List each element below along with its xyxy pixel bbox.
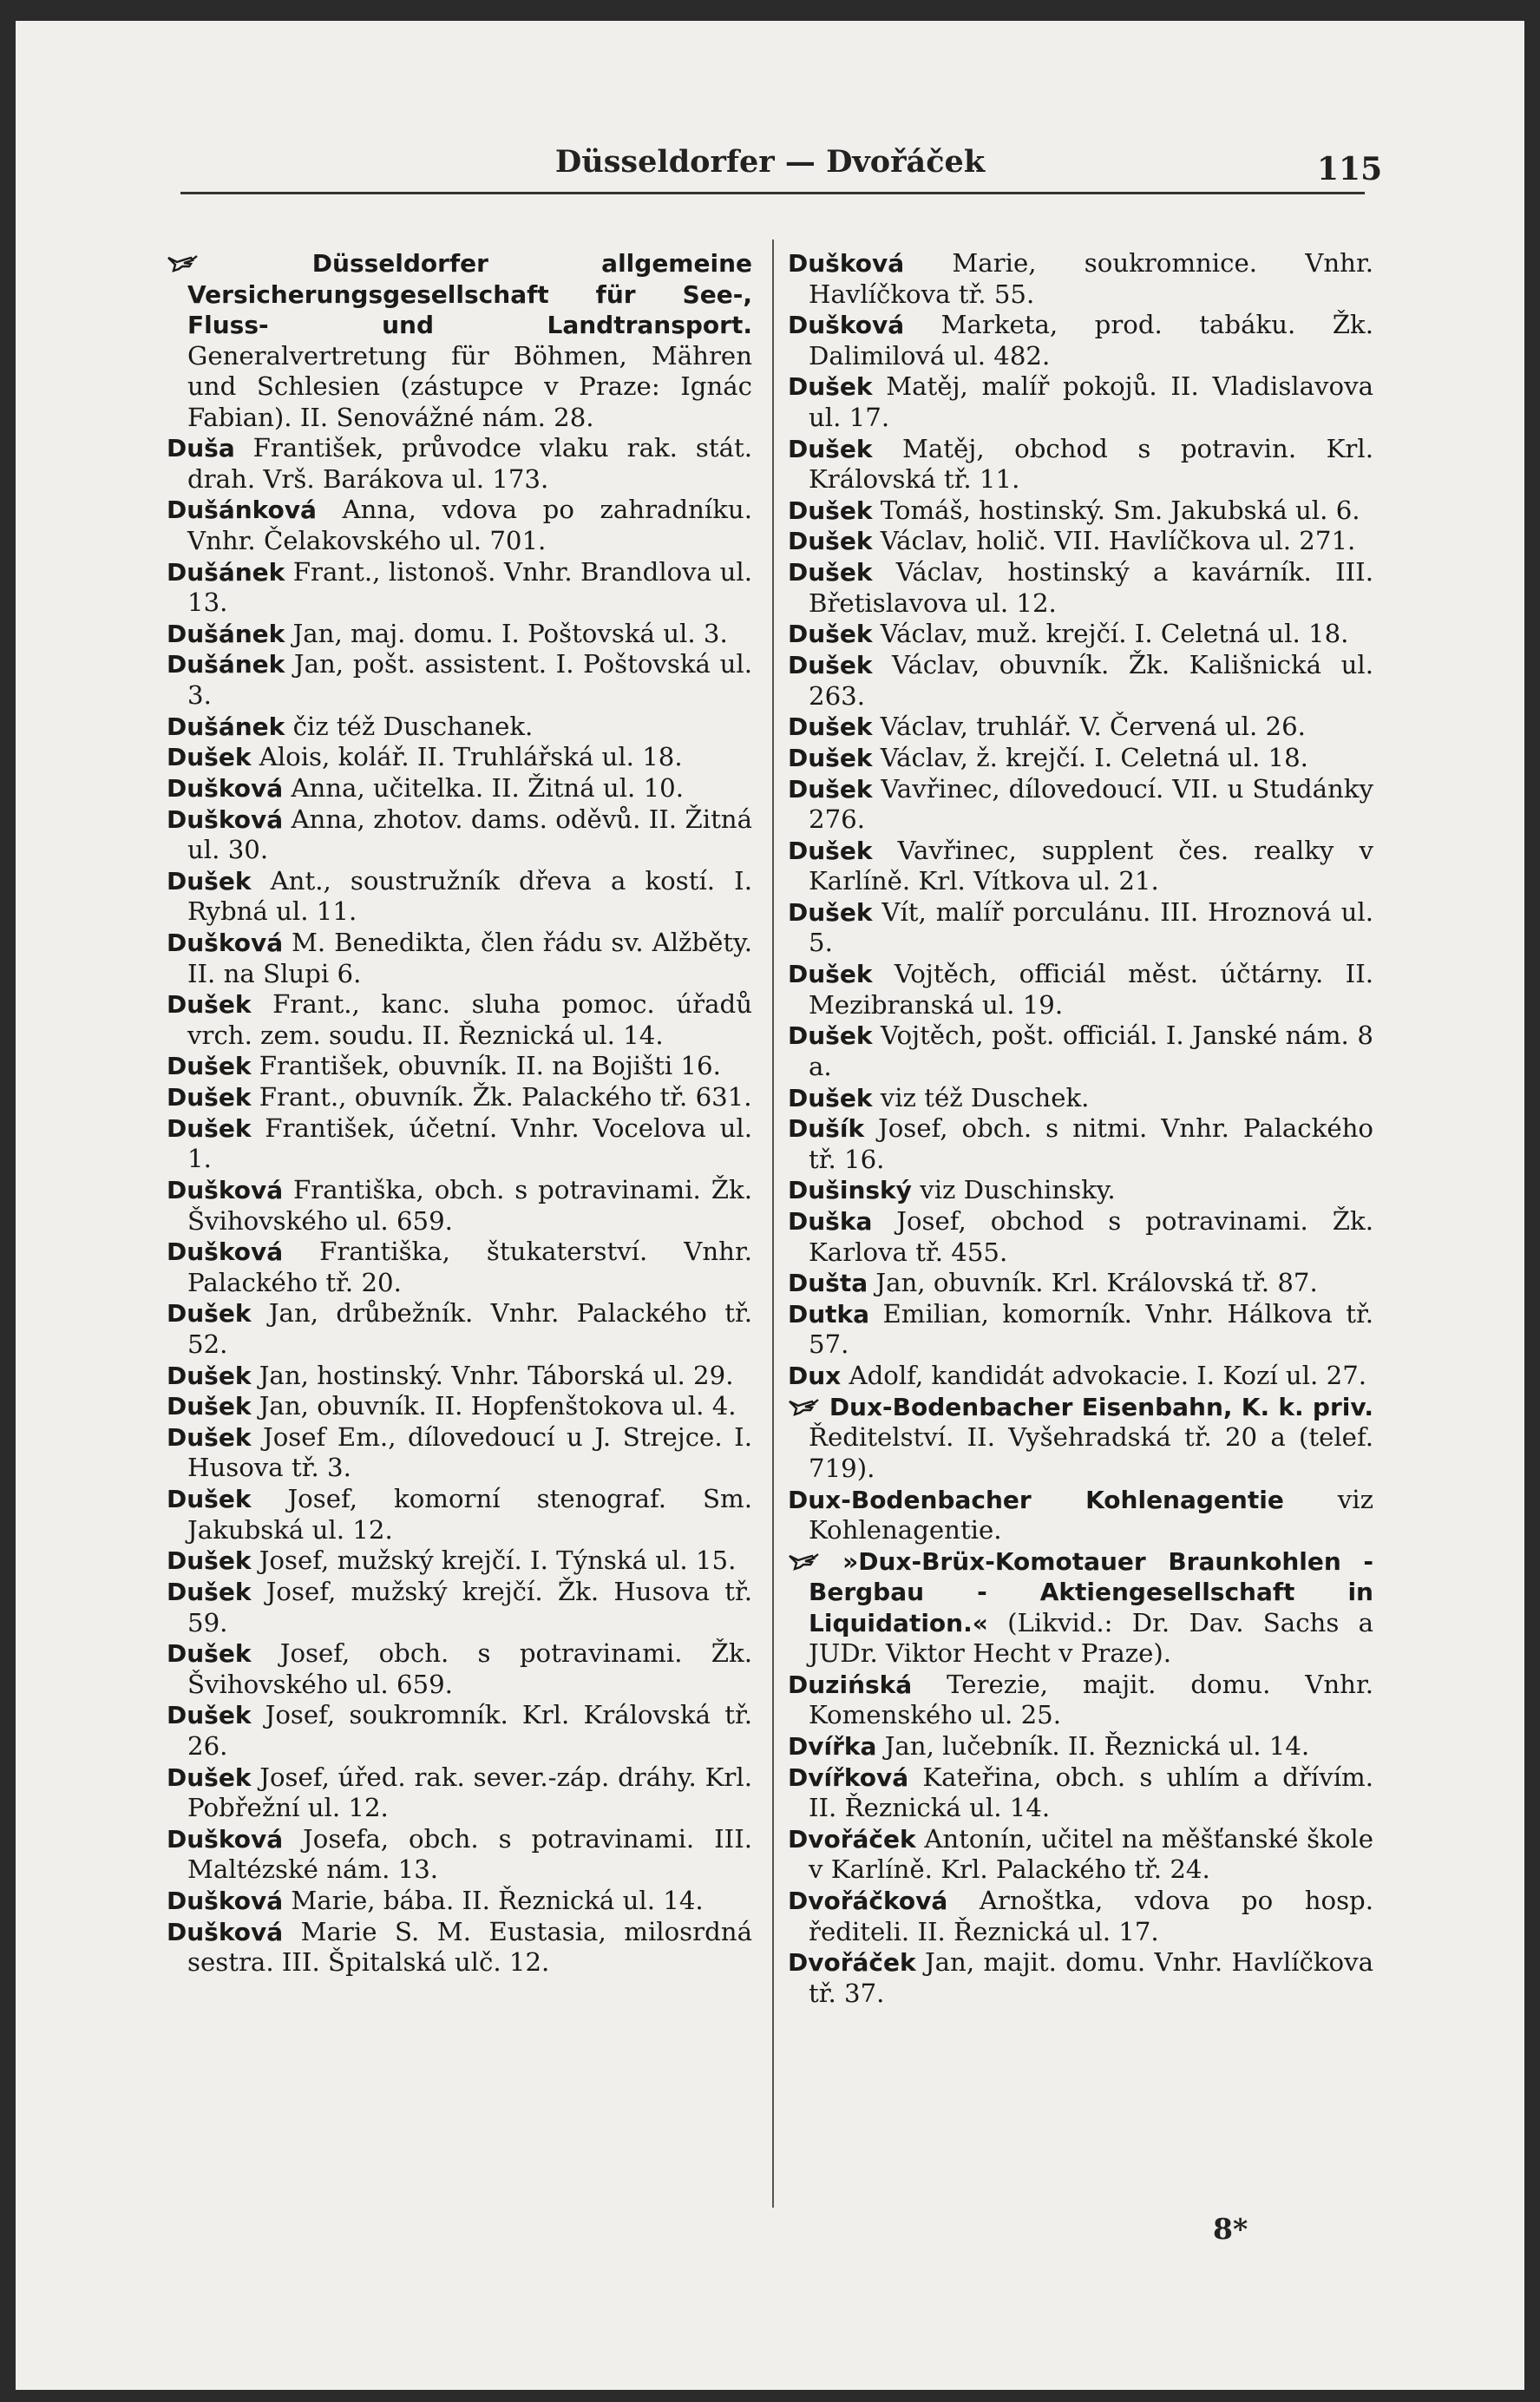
- entry-details: Frant., kanc. sluha pomoc. úřadů vrch. zem. soudu. II. Řeznická ul. 14.: [187, 989, 752, 1050]
- entry-details: Frant., obuvník. Žk. Palackého tř. 631.: [259, 1082, 752, 1112]
- entry-name: Dutka: [788, 1299, 870, 1329]
- entry-details: Vojtěch, pošt. officiál. I. Janské nám. 8 a.: [809, 1021, 1373, 1081]
- directory-entry: [788, 1392, 1373, 1485]
- entry-details: Vavřinec, dílovedoucí. VII. u Studánky 276.: [809, 773, 1373, 835]
- entry-details: Josef, úřed. rak. sever.-záp. dráhy. Krl. Pobřežní ul. 12.: [187, 1762, 752, 1823]
- directory-entry: [788, 743, 1373, 774]
- entry-details: Emilian, komorník. Vnhr. Hálkova tř. 57.: [809, 1298, 1373, 1360]
- entry-name: Dušek: [167, 1052, 252, 1081]
- entry-details: Jan, obuvník. II. Hopfenštokova ul. 4.: [259, 1391, 737, 1421]
- entry-name: Dušková: [788, 311, 905, 340]
- directory-entry: [167, 1484, 752, 1546]
- directory-entry: [167, 1113, 752, 1175]
- directory-entry: [788, 557, 1373, 619]
- entry-details: Josef, komorní stenograf. Sm. Jakubská ul. 12.: [187, 1484, 753, 1545]
- entry-details: Adolf, kandidát advokacie. I. Kozí ul. 27.: [849, 1361, 1367, 1391]
- directory-entry: [167, 649, 752, 711]
- entry-name: Dušek: [788, 527, 873, 556]
- entry-name: Dušková: [167, 804, 284, 834]
- directory-entry: [788, 1206, 1373, 1268]
- left-column: [167, 248, 752, 1979]
- directory-entry: [167, 1237, 752, 1298]
- entry-name: Dušta: [788, 1269, 868, 1298]
- entry-details: Josef, obch. s nitmi. Vnhr. Palackého tř. 16.: [809, 1113, 1373, 1174]
- entry-details: Anna, vdova po zahradníku. Vnhr. Čelakovského ul. 701.: [187, 495, 753, 555]
- entry-details: Marketa, prod. tabáku. Žk. Dalimilová ul. 482.: [809, 310, 1373, 371]
- directory-entry: [167, 1824, 752, 1886]
- entry-name: Dušek: [788, 1083, 873, 1112]
- directory-entry: [167, 712, 752, 743]
- entry-name: Dušek: [788, 495, 873, 525]
- directory-entry: [788, 310, 1373, 371]
- entry-name: Dvořáčková: [788, 1887, 948, 1916]
- directory-entry: [788, 712, 1373, 743]
- entry-details: viz Duschinsky.: [920, 1175, 1116, 1205]
- directory-entry: [167, 1886, 752, 1917]
- entry-details: Josef, mužský krejčí. I. Týnská ul. 15.: [259, 1546, 737, 1576]
- entry-name: Dušková: [167, 1917, 284, 1946]
- entry-details: Terezie, majit. domu. Vnhr. Komenského ul. 25.: [809, 1669, 1373, 1730]
- entry-name: Dušek: [788, 434, 873, 463]
- entry-details: František, průvodce vlaku rak. stát. drah. Vrš. Barákova ul. 173.: [187, 433, 752, 494]
- directory-entry: [788, 248, 1373, 310]
- entry-details: Václav, truhlář. V. Červená ul. 26.: [880, 712, 1306, 742]
- entry-details: Vavřinec, supplent čes. realky v Karlíně. Krl. Vítkova ul. 21.: [809, 835, 1374, 896]
- entry-name: Dušková: [167, 1824, 284, 1854]
- entry-details: Josef, soukromník. Krl. Královská tř. 26.: [187, 1700, 752, 1761]
- entry-name: Dušek: [167, 1546, 252, 1576]
- directory-entry: [167, 1762, 752, 1824]
- directory-entry: [167, 1361, 752, 1392]
- entry-name: Dušík: [788, 1114, 865, 1144]
- directory-entry: [788, 1485, 1373, 1546]
- directory-entry: [788, 1762, 1373, 1824]
- directory-entry: [788, 1175, 1373, 1206]
- directory-entry: [167, 557, 752, 619]
- entry-name: Dušek: [788, 372, 873, 402]
- directory-entry: [167, 989, 752, 1051]
- entry-details: M. Benedikta, člen řádu sv. Alžběty. II. na Slupi 6.: [187, 928, 752, 988]
- entry-name: Dušek: [167, 1392, 252, 1421]
- entry-details: Anna, zhotov. dams. oděvů. II. Žitná ul. 30.: [187, 804, 752, 865]
- directory-entry: [167, 1082, 752, 1113]
- entry-details: Generalvertretung für Böhmen, Mähren und Schlesien (zástupce v Praze: Ignác Fabian). II. Senovážné nám. 28.: [187, 340, 752, 432]
- entry-name: Dušek: [167, 743, 252, 772]
- directory-entry: [167, 619, 752, 650]
- signature-mark: 8*: [1213, 2212, 1248, 2246]
- directory-entry: [788, 836, 1373, 897]
- entry-details: Ant., soustružník dřeva a kostí. I. Rybná ul. 11.: [187, 865, 752, 927]
- entry-name: Dušek: [167, 1485, 252, 1514]
- entry-name: Dušková: [167, 1176, 284, 1204]
- entry-name: Duška: [788, 1207, 873, 1237]
- directory-entry: [167, 742, 752, 773]
- directory-entry: [167, 495, 752, 556]
- entry-details: Václav, muž. krejčí. I. Celetná ul. 18.: [880, 619, 1349, 649]
- entry-name: Dvořáček: [788, 1948, 916, 1978]
- entry-details: Václav, holič. VII. Havlíčkova ul. 271.: [880, 526, 1356, 556]
- entry-name: Dušek: [167, 1113, 252, 1143]
- entry-name: Dušková: [167, 929, 284, 958]
- directory-entry: [167, 866, 752, 928]
- entry-name: Dušánek: [167, 650, 285, 679]
- entry-details: (Likvid.: Dr. Dav. Sachs a JUDr. Viktor Hecht v Praze).: [809, 1607, 1373, 1669]
- directory-entry: [788, 1886, 1373, 1947]
- entry-name: Dušánek: [167, 557, 285, 587]
- directory-entry: [788, 650, 1373, 712]
- entry-details: Josef, mužský krejčí. Žk. Husova tř. 59.: [187, 1577, 752, 1637]
- entry-name: Dvořáček: [788, 1824, 916, 1854]
- running-header: Düsseldorfer — Dvořáček: [554, 144, 986, 180]
- directory-entry: [788, 619, 1373, 650]
- entry-name: Dušková: [788, 249, 905, 278]
- directory-entry: [167, 1298, 752, 1360]
- entry-details: Tomáš, hostinský. Sm. Jakubská ul. 6.: [880, 495, 1360, 525]
- directory-entry: [167, 1638, 752, 1700]
- entry-name: »Dux-Brüx-Komotauer Braunkohlen - Bergbau - Aktiengesellschaft in Liquidation.«: [809, 1546, 1374, 1637]
- entry-name: Dušek: [167, 1422, 252, 1452]
- entry-name: Dux: [788, 1362, 842, 1391]
- directory-entry: [788, 434, 1373, 495]
- directory-entry: [167, 1917, 752, 1979]
- directory-entry: [167, 1700, 752, 1762]
- directory-entry: [788, 1947, 1373, 2009]
- directory-entry: [167, 1422, 752, 1484]
- entry-name: Dušek: [167, 866, 252, 896]
- entry-name: Dux-Bodenbacher Kohlenagentie: [788, 1485, 1284, 1514]
- directory-entry: [788, 1113, 1373, 1175]
- entry-name: Dušánek: [167, 712, 285, 741]
- directory-entry: [788, 1268, 1373, 1299]
- entry-name: Dušek: [167, 1299, 252, 1329]
- entry-name: Dušek: [788, 897, 873, 927]
- entry-details: Františka, štukaterství. Vnhr. Palackého tř. 20.: [187, 1237, 752, 1297]
- entry-details: Kateřina, obch. s uhlím a dřívím. II. Řeznická ul. 14.: [809, 1762, 1373, 1823]
- entry-details: Jan, obuvník. Krl. Královská tř. 87.: [875, 1268, 1318, 1298]
- entry-details: Marie, bába. II. Řeznická ul. 14.: [291, 1885, 704, 1915]
- entry-name: Dvířková: [788, 1762, 909, 1792]
- directory-entry: [788, 371, 1373, 433]
- entry-details: Jan, pošt. assistent. I. Poštovská ul. 3.: [187, 649, 752, 710]
- entry-name: Dušková: [167, 774, 284, 803]
- entry-details: Matěj, malíř pokojů. II. Vladislavova ul. 17.: [809, 371, 1373, 432]
- directory-entry: [167, 1175, 752, 1237]
- directory-entry: [167, 433, 752, 495]
- page-number: 115: [1317, 151, 1383, 187]
- directory-entry: [788, 774, 1373, 836]
- entry-details: Matěj, obchod s potravin. Krl. Královská tř. 11.: [809, 433, 1373, 495]
- entry-details: Jan, hostinský. Vnhr. Táborská ul. 29.: [259, 1360, 734, 1390]
- entry-details: Ředitelství. II. Vyšehradská tř. 20 a (telef. 719).: [809, 1422, 1373, 1483]
- entry-name: Dux-Bodenbacher Eisenbahn, K. k. priv.: [829, 1392, 1373, 1421]
- entry-details: viz Kohlenagentie.: [809, 1484, 1373, 1545]
- entry-details: Antonín, učitel na měšťanské škole v Karlíně. Krl. Palackého tř. 24.: [809, 1823, 1374, 1885]
- entry-details: Marie S. M. Eustasia, milosrdná sestra. III. Špitalská ulč. 12.: [187, 1916, 752, 1978]
- entry-details: Václav, hostinský a kavárník. III. Břetislavova ul. 12.: [809, 557, 1373, 618]
- entry-details: Františka, obch. s potravinami. Žk. Švihovského ul. 659.: [187, 1175, 752, 1236]
- entry-name: Dušinský: [788, 1176, 912, 1205]
- entry-name: Dušek: [167, 1762, 252, 1792]
- directory-entry: [167, 928, 752, 989]
- entry-details: Alois, kolář. II. Truhlářská ul. 18.: [259, 742, 683, 772]
- entry-details: Jan, drůbežník. Vnhr. Palackého tř. 52.: [187, 1298, 753, 1359]
- entry-details: Václav, ž. krejčí. I. Celetná ul. 18.: [880, 742, 1308, 772]
- entry-name: Dušek: [788, 620, 873, 649]
- entry-details: Josef, obch. s potravinami. Žk. Švihovského ul. 659.: [187, 1638, 753, 1699]
- entry-name: Dušánková: [167, 495, 317, 525]
- directory-entry: [788, 1021, 1373, 1082]
- entry-details: Vít, malíř porculánu. III. Hroznová ul. 5.: [809, 896, 1374, 958]
- entry-name: Dušek: [788, 836, 873, 865]
- directory-entry: [788, 1299, 1373, 1361]
- pointing-hand-icon: [788, 1398, 821, 1417]
- entry-details: Anna, učitelka. II. Žitná ul. 10.: [291, 773, 685, 803]
- directory-entry: [788, 959, 1373, 1021]
- column-divider: [772, 240, 774, 2208]
- entry-name: Dušek: [167, 990, 252, 1020]
- entry-details: čiz též Duschanek.: [292, 711, 534, 741]
- entry-name: Duša: [167, 434, 235, 463]
- entry-details: Josefa, obch. s potravinami. III. Maltézské nám. 13.: [187, 1823, 753, 1885]
- directory-entry: [788, 1670, 1373, 1731]
- entry-name: Duzińská: [788, 1670, 913, 1699]
- pointing-hand-icon: [167, 254, 200, 273]
- directory-entry: [167, 1051, 752, 1082]
- directory-entry: [788, 1824, 1373, 1886]
- directory-entry: [788, 495, 1373, 527]
- entry-name: Dušánek: [167, 619, 285, 648]
- entry-name: Dušek: [788, 960, 873, 989]
- entry-name: Dvířka: [788, 1732, 877, 1762]
- entry-details: viz též Duschek.: [880, 1082, 1090, 1112]
- pointing-hand-icon: [788, 1552, 821, 1572]
- directory-entry: [788, 1361, 1373, 1392]
- entry-details: František, obuvník. II. na Bojišti 16.: [259, 1051, 721, 1081]
- entry-details: Vojtěch, officiál měst. účtárny. II. Mezibranská ul. 19.: [809, 959, 1373, 1020]
- entry-name: Dušek: [167, 1361, 252, 1390]
- entry-name: Dušek: [167, 1083, 252, 1112]
- directory-entry: [788, 526, 1373, 557]
- entry-name: Dušek: [788, 774, 873, 804]
- directory-entry: [788, 1083, 1373, 1114]
- entry-name: Dušek: [788, 558, 873, 587]
- entry-name: Dušek: [788, 651, 873, 679]
- entry-name: Dušek: [788, 743, 873, 772]
- right-column: [788, 248, 1373, 2010]
- directory-entry: [167, 248, 752, 433]
- entry-name: Dušek: [788, 712, 873, 742]
- entry-details: Jan, maj. domu. I. Poštovská ul. 3.: [292, 618, 728, 648]
- directory-entry: [788, 1546, 1373, 1670]
- entry-details: Arnoštka, vdova po hosp. řediteli. II. Řeznická ul. 17.: [809, 1886, 1374, 1946]
- entry-name: Dušková: [167, 1886, 284, 1915]
- entry-name: Dušek: [167, 1578, 252, 1606]
- entry-name: Dušková: [167, 1237, 284, 1267]
- directory-entry: [167, 773, 752, 804]
- entry-details: Josef Em., dílovedoucí u J. Strejce. I. Husova tř. 3.: [187, 1421, 752, 1483]
- directory-entry: [167, 1577, 752, 1638]
- directory-entry: [167, 1391, 752, 1422]
- entry-name: Dušek: [788, 1021, 873, 1051]
- directory-entry: [167, 1546, 752, 1577]
- entry-name: Düsseldorfer allgemeine Versicherungsgesellschaft für See-, Fluss- und Landtransport.: [187, 249, 752, 339]
- directory-page: [16, 21, 1524, 2390]
- entry-details: Jan, lučebník. II. Řeznická ul. 14.: [884, 1731, 1310, 1762]
- directory-entry: [788, 1731, 1373, 1762]
- entry-details: Václav, obuvník. Žk. Kališnická ul. 263.: [809, 650, 1373, 711]
- entry-name: Dušek: [167, 1639, 252, 1669]
- entry-details: Frant., listonoš. Vnhr. Brandlova ul. 13.: [187, 556, 752, 618]
- directory-entry: [788, 897, 1373, 959]
- directory-entry: [167, 804, 752, 866]
- entry-details: František, účetní. Vnhr. Vocelova ul. 1.: [187, 1112, 752, 1174]
- entry-details: Josef, obchod s potravinami. Žk. Karlova tř. 455.: [809, 1206, 1373, 1267]
- header-rule: [180, 192, 1365, 194]
- entry-details: Jan, majit. domu. Vnhr. Havlíčkova tř. 37.: [809, 1947, 1373, 2008]
- entry-details: Marie, soukromnice. Vnhr. Havlíčkova tř. 55.: [809, 248, 1373, 309]
- entry-name: Dušek: [167, 1701, 252, 1730]
